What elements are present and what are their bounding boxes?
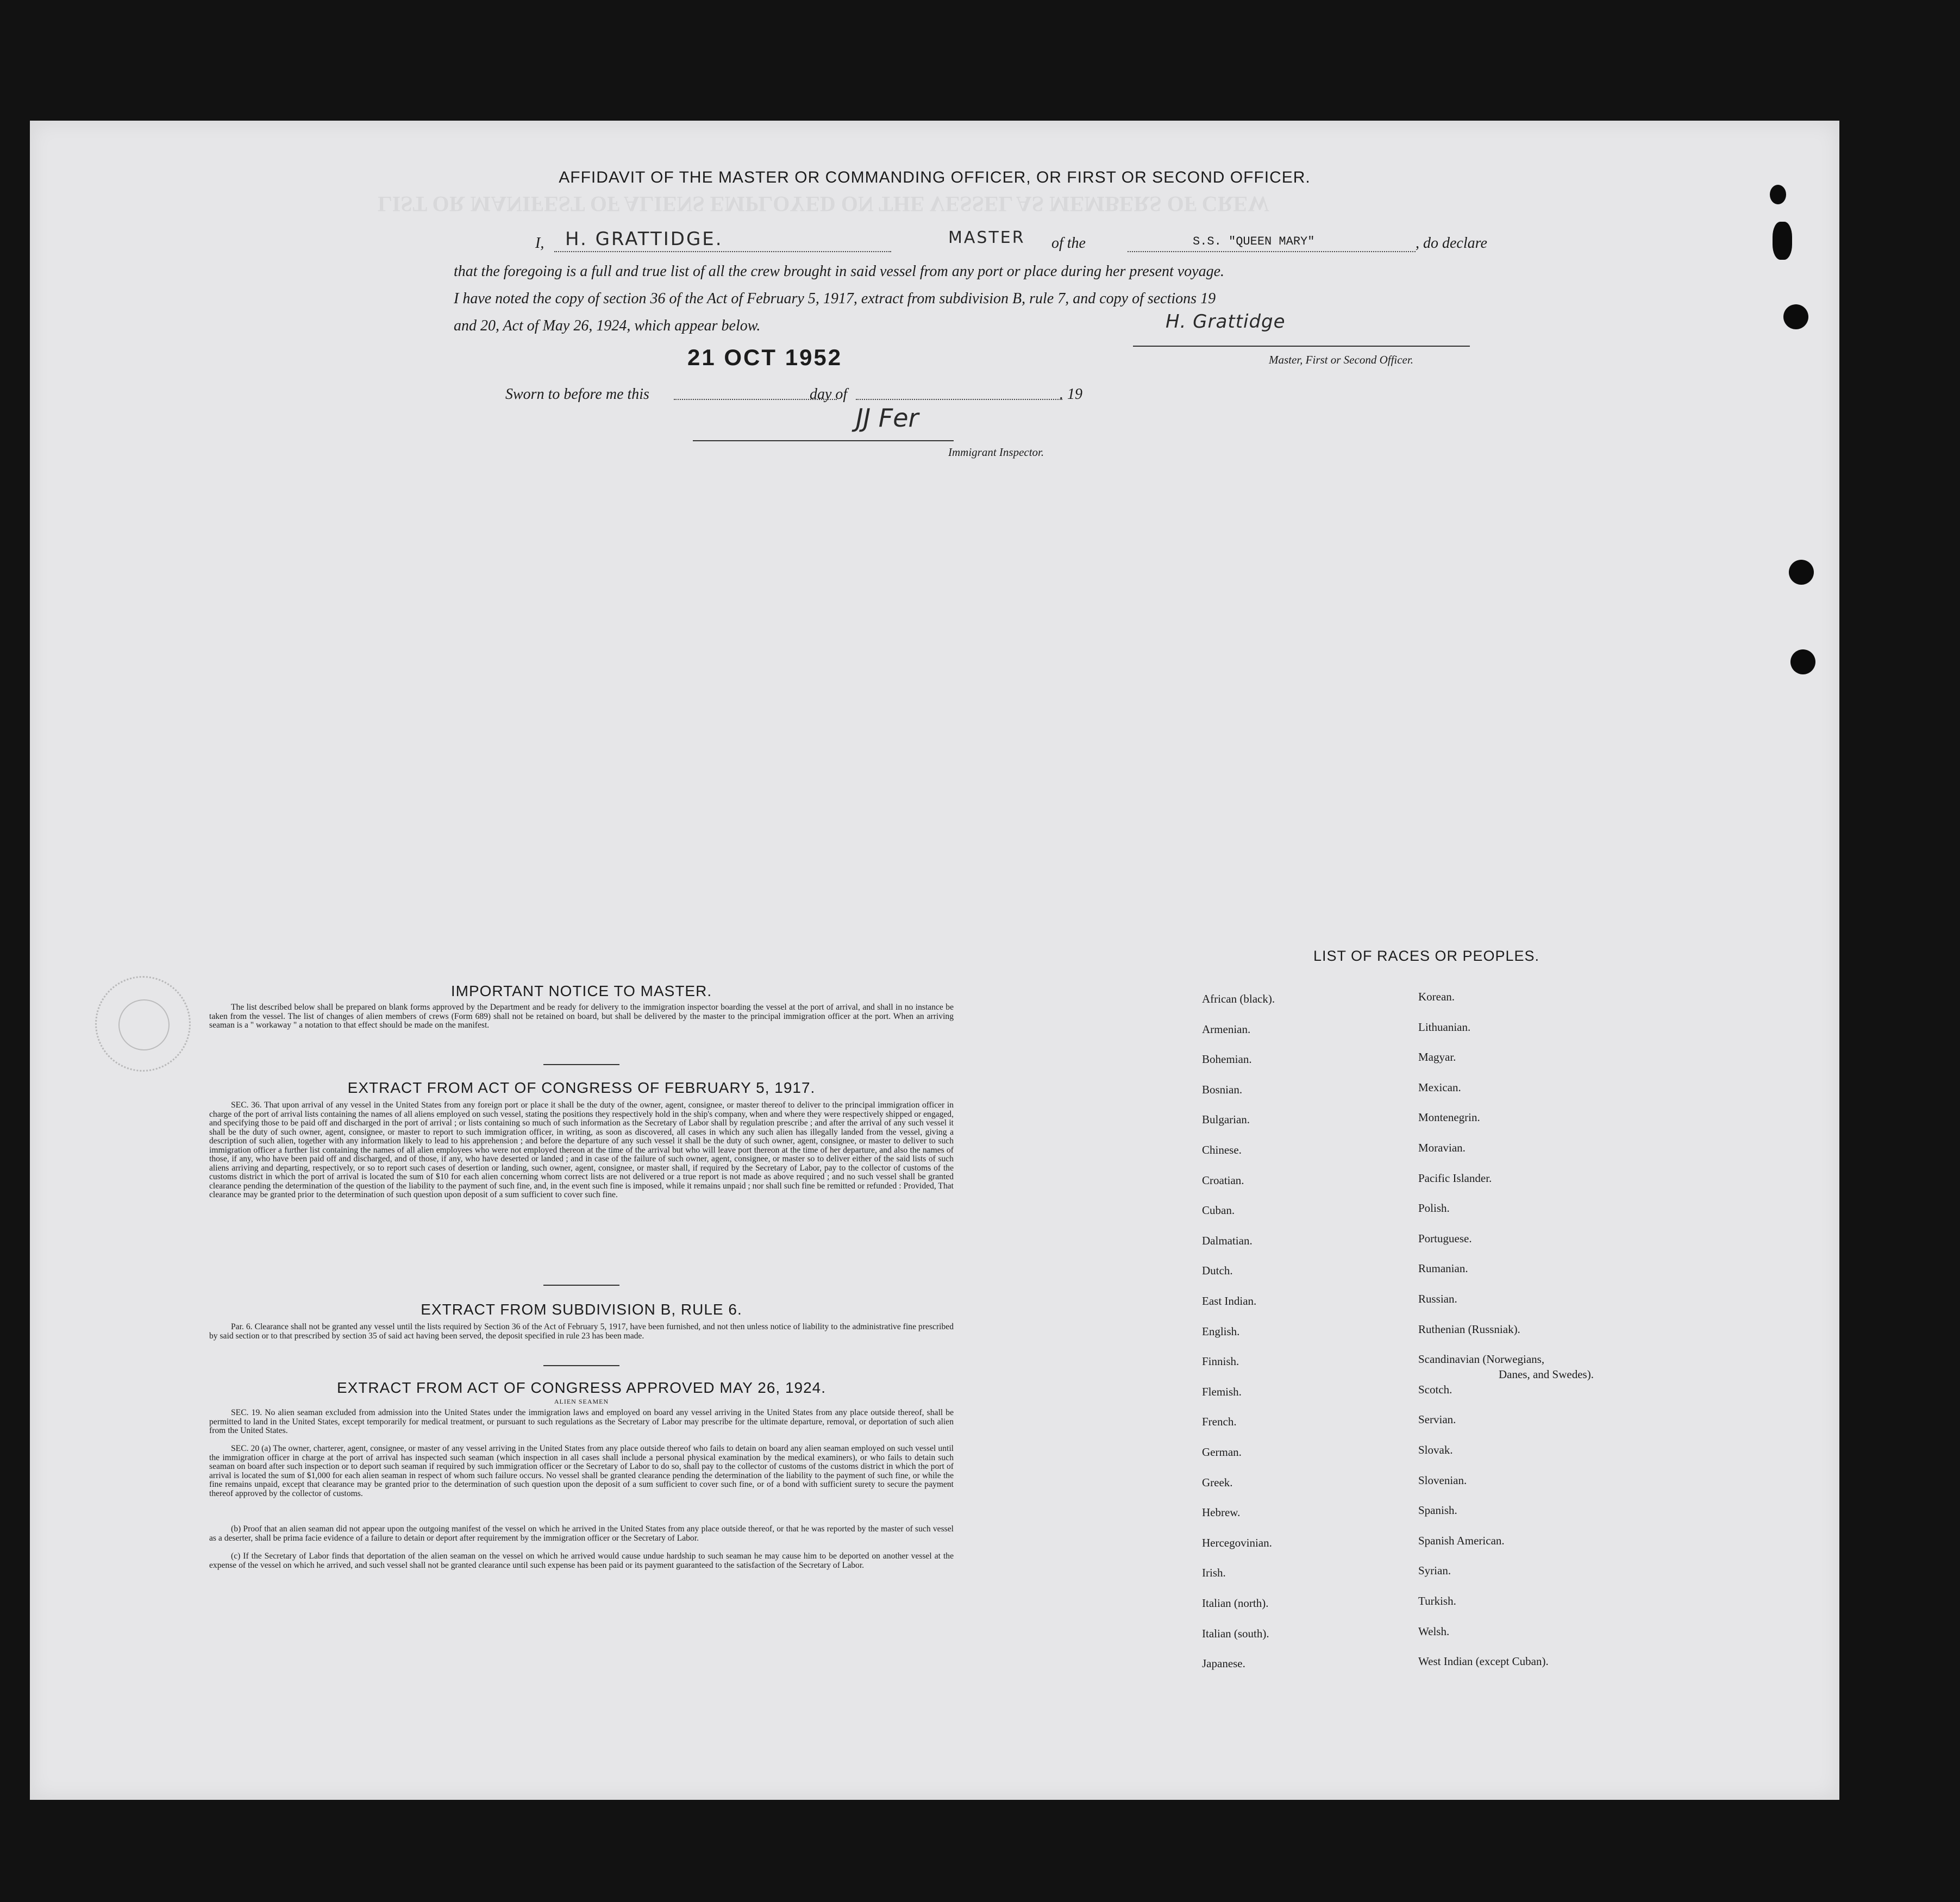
- alien-seamen-subtitle: ALIEN SEAMEN: [554, 1398, 609, 1405]
- race-item: Turkish.: [1418, 1594, 1456, 1607]
- race-item: Welsh.: [1418, 1625, 1450, 1638]
- notice-title: IMPORTANT NOTICE TO MASTER.: [450, 983, 712, 999]
- race-item: Scotch.: [1418, 1383, 1452, 1396]
- race-item: Magyar.: [1418, 1050, 1456, 1063]
- inspector-signature-line: [693, 440, 954, 441]
- master-name-handwritten: H. GRATTIDGE.: [565, 228, 723, 250]
- race-item: Russian.: [1418, 1292, 1457, 1305]
- race-item: Bohemian.: [1202, 1053, 1252, 1066]
- extract-1924-title: EXTRACT FROM ACT OF CONGRESS APPROVED MAY 26, 1924.: [336, 1379, 826, 1396]
- race-item: Spanish American.: [1418, 1534, 1505, 1547]
- race-item: Scandinavian (Norwegians,: [1418, 1353, 1545, 1366]
- date-stamp: 21 OCT 1952: [687, 345, 843, 370]
- sworn-day-of: day of: [810, 386, 848, 403]
- race-item: Japanese.: [1202, 1657, 1245, 1670]
- race-item: Servian.: [1418, 1413, 1456, 1426]
- race-item: Syrian.: [1418, 1564, 1451, 1577]
- sworn-prefix: Sworn to before me this: [505, 386, 649, 403]
- race-item: Dutch.: [1202, 1264, 1233, 1277]
- vessel-dotted-line: [1128, 251, 1416, 252]
- separator: [543, 1285, 619, 1286]
- race-item: Slovak.: [1418, 1443, 1453, 1456]
- sec-20c-text: (c) If the Secretary of Labor finds that deportation of the alien seaman on the vessel on which he arrived would cause undue hardship to such seaman he may cause him to be deported on another vessel at the expense of the vessel on which he arrived, and such vessel shall not be granted clearance until such expense has been paid or its payment guaranteed to the satisfaction of the Secretary of Labor.: [209, 1551, 954, 1570]
- race-item: Moravian.: [1418, 1141, 1466, 1154]
- binder-hole: [1790, 649, 1815, 674]
- race-item-continuation: Danes, and Swedes).: [1499, 1368, 1594, 1381]
- show-through-text: LIST OR MANIFEST OF ALIENS EMPLOYED ON THE VESSEL AS MEMBERS OF CREW: [378, 192, 1270, 216]
- race-item: Irish.: [1202, 1566, 1226, 1579]
- department-seal: [95, 976, 191, 1072]
- race-item: Chinese.: [1202, 1143, 1242, 1156]
- sworn-month-line: [856, 399, 1062, 400]
- master-caption: Master, First or Second Officer.: [1269, 353, 1413, 366]
- sworn-year: . 19: [1060, 386, 1082, 403]
- binder-hole: [1770, 185, 1786, 204]
- notice-text: The list described below shall be prepared on blank forms approved by the Department and be ready for delivery to the immigration inspector boarding the vessel at the port of arrival, and shall in no instance be taken from the vessel. The list of changes of alien members of crews (Form 689) shall not be retained on board, but shall be delivered by the master to the principal immigration officer at the port. When an arriving seaman is a " workaway " a notation to that effect should be made on the manifest.: [209, 1003, 954, 1030]
- race-item: Greek.: [1202, 1476, 1233, 1489]
- race-item: Spanish.: [1418, 1504, 1457, 1517]
- manifest-page: [30, 121, 1839, 1800]
- race-item: Bosnian.: [1202, 1083, 1243, 1096]
- extract-1917-title: EXTRACT FROM ACT OF CONGRESS OF FEBRUARY 5, 1917.: [347, 1079, 816, 1096]
- affidavit-of-the: of the: [1051, 235, 1086, 252]
- race-item: Ruthenian (Russniak).: [1418, 1323, 1520, 1336]
- affidavit-line-3: I have noted the copy of section 36 of the Act of February 5, 1917, extract from subdivision B, rule 7, and copy of sections 19: [454, 290, 1216, 307]
- extract-1917-text: SEC. 36. That upon arrival of any vessel in the United States from any foreign port or place it shall be the duty of the owner, agent, consignee, or master thereof to deliver to the principal immigration officer in charge of the port of arrival lists containing the names of all aliens employed on such vessel, stating the positions they respectively hold in the ship's company, when and where they were respectively shipped or engaged, and specifying those to be paid off and discharged in the port of arrival ; or lists containing so much of such information as the Secretary of Labor shall by regulation prescribe ; and after the arrival of any such vessel it shall be the duty of such owner, agent, consignee, or master to report to such immigration officer, in writing, as soon as discovered, all cases in which any such alien has illegally landed from the vessel, giving a description of such alien, together with any information likely to lead to his apprehension ; and before the departure of any such vessel it shall be the duty of such owner, agent, consignee, or master to deliver to such immigration officer a further list containing the names of all alien employees who were not employed thereon at the time of the arrival but who will leave port thereon at the time of her departure, and also the names of those, if any, who have been paid off and discharged, and of those, if any, who have deserted or landed ; and in case of the failure of such owner, agent, consignee, or master so to deliver either of the said lists of such aliens arriving and departing, respectively, or so to report such cases of desertion or landing, such owner, agent, consignee, or master shall, if required by the Secretary of Labor, pay to the collector of customs of the customs district in which the port of arrival is located the sum of $10 for each alien concerning whom correct lists are not delivered or a true report is not made as above required ; and no such vessel shall be granted clearance pending the determination of the question of the liability to the payment of such fine, and, in the event such fine is imposed, while it remains unpaid ; nor shall such fine be remitted or refunded : Provided, That clearance may be granted prior to the determination of such question upon deposit of a sum sufficient to cover such fine.: [209, 1100, 954, 1199]
- race-item: Bulgarian.: [1202, 1113, 1250, 1126]
- sec-19-text: SEC. 19. No alien seaman excluded from admission into the United States under the immigration laws and employed on board any vessel arriving in the United States from any place outside thereof, shall be permitted to land in the United States, except temporarily for medical treatment, or pursuant to such regulations as the Secretary of Labor may prescribe for the ultimate departure, removal, or deportation of such alien from the United States.: [209, 1408, 954, 1435]
- race-item: Italian (south).: [1202, 1627, 1269, 1640]
- race-item: Mexican.: [1418, 1081, 1461, 1094]
- subdivision-b-title: EXTRACT FROM SUBDIVISION B, RULE 6.: [421, 1301, 742, 1318]
- races-title: LIST OF RACES OR PEOPLES.: [1313, 948, 1540, 964]
- binder-hole: [1783, 304, 1808, 329]
- race-item: Croatian.: [1202, 1174, 1244, 1187]
- race-item: Cuban.: [1202, 1204, 1235, 1217]
- race-item: West Indian (except Cuban).: [1418, 1655, 1549, 1668]
- race-item: Italian (north).: [1202, 1597, 1269, 1610]
- race-item: Portuguese.: [1418, 1232, 1472, 1245]
- race-item: Finnish.: [1202, 1355, 1239, 1368]
- affidavit-pre-name: I,: [535, 235, 544, 252]
- master-signature: H. Grattidge: [1166, 311, 1286, 333]
- race-item: Korean.: [1418, 990, 1455, 1003]
- separator: [543, 1064, 619, 1065]
- race-item: German.: [1202, 1446, 1242, 1459]
- inspector-signature: JJ Fer: [856, 403, 919, 433]
- race-item: English.: [1202, 1325, 1240, 1338]
- race-item: Polish.: [1418, 1202, 1450, 1215]
- race-item: Montenegrin.: [1418, 1111, 1480, 1124]
- race-item: Dalmatian.: [1202, 1234, 1253, 1247]
- sec-20b-text: (b) Proof that an alien seaman did not appear upon the outgoing manifest of the vessel on which he arrived in the United States from any place outside thereof, or that he was reported by the master of such vessel as a deserter, shall be prima facie evidence of a failure to detain or deport after requirement by the immigration officer or the Secretary of Labor.: [209, 1524, 954, 1543]
- vessel-name: S.S. "QUEEN MARY": [1193, 235, 1315, 248]
- rank-handwritten: MASTER: [948, 228, 1025, 247]
- affidavit-line-4: and 20, Act of May 26, 1924, which appear below.: [454, 317, 761, 334]
- master-signature-line: [1133, 346, 1470, 347]
- race-item: Armenian.: [1202, 1023, 1251, 1036]
- binder-hole: [1789, 560, 1814, 585]
- race-item: Slovenian.: [1418, 1474, 1467, 1487]
- race-item: East Indian.: [1202, 1294, 1257, 1307]
- affidavit-do-declare: , do declare: [1416, 235, 1487, 252]
- race-item: African (black).: [1202, 992, 1275, 1005]
- subdivision-b-text: Par. 6. Clearance shall not be granted any vessel until the lists required by Section 36 of the Act of February 5, 1917, have been furnished, and not then unless notice of liability to the administrative fine prescribed by said section or to that prescribed by section 35 of said act having been served, the deposit specified in rule 23 has been made.: [209, 1322, 954, 1341]
- affidavit-line-2: that the foregoing is a full and true list of all the crew brought in said vessel from any port or place during her present voyage.: [454, 263, 1225, 280]
- race-item: Lithuanian.: [1418, 1021, 1471, 1034]
- race-item: Pacific Islander.: [1418, 1172, 1492, 1185]
- race-item: French.: [1202, 1415, 1237, 1428]
- affidavit-title: AFFIDAVIT OF THE MASTER OR COMMANDING OFFICER, OR FIRST OR SECOND OFFICER.: [559, 168, 1311, 186]
- separator: [543, 1365, 619, 1366]
- inspector-caption: Immigrant Inspector.: [948, 446, 1044, 459]
- race-item: Hebrew.: [1202, 1506, 1241, 1519]
- race-item: Hercegovinian.: [1202, 1536, 1272, 1549]
- sec-20a-text: SEC. 20 (a) The owner, charterer, agent, consignee, or master of any vessel arriving in the United States from any place outside thereof who fails to detain on board any alien seaman employed on such vessel until the immigration officer in charge at the port of arrival has inspected such seaman (which inspection in all cases shall include a personal physical examination by the medical examiners), or who fails to detain such seaman on board after such inspection or to deport such seaman if required by such immigration officer or the Secretary of Labor to do so, shall pay to the collector of customs of the customs district in which the port of arrival is located the sum of $1,000 for each alien seaman in respect of whom such failure occurs. No vessel shall be granted clearance pending the determination of the liability to the payment of such fine, or while the fine remains unpaid, except that clearance may be granted prior to the determination of such question upon the deposit of a sum sufficient to cover such fine, or of a bond with sufficient surety to secure the payment thereof approved by the collector of customs.: [209, 1444, 954, 1498]
- binder-hole: [1773, 222, 1792, 260]
- race-item: Rumanian.: [1418, 1262, 1468, 1275]
- race-item: Flemish.: [1202, 1385, 1242, 1398]
- name-dotted-line: [554, 251, 891, 252]
